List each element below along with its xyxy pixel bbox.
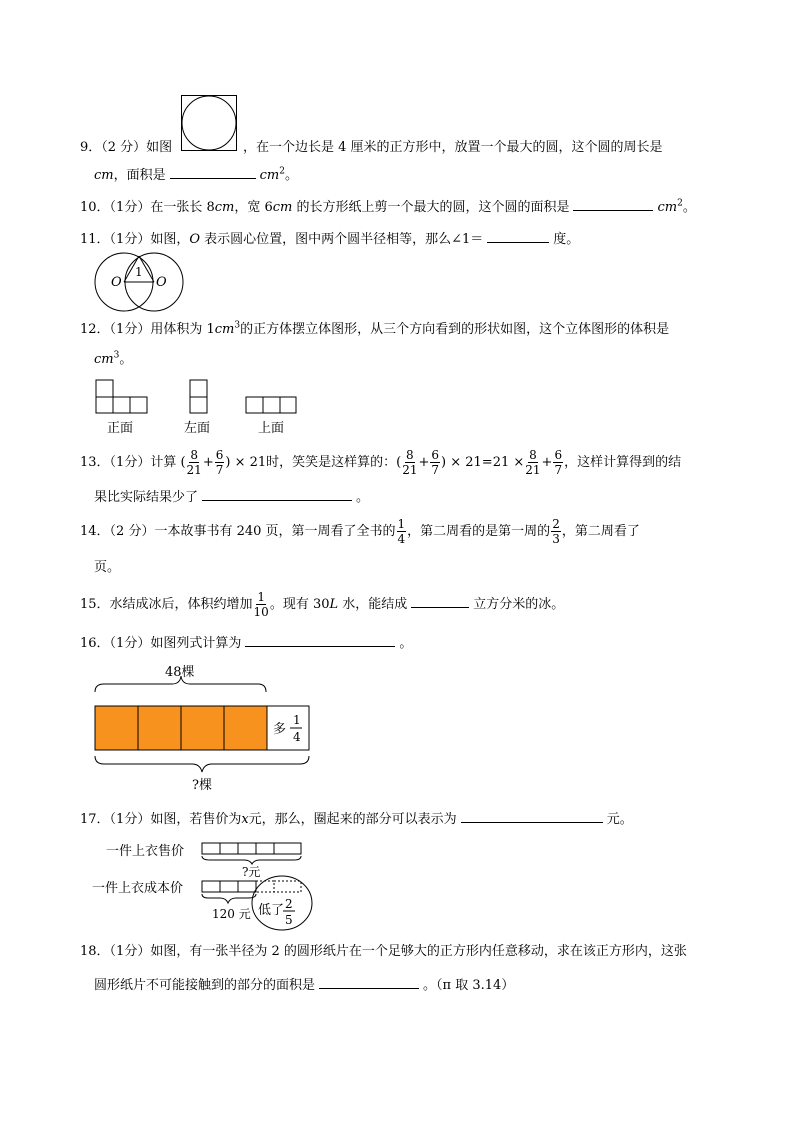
q16-text: 16．（1分）如图列式计算为 xyxy=(80,636,242,651)
q13-fraction-6-7c: $\frac{6}{7}$ xyxy=(554,448,563,477)
q17-x: x xyxy=(241,812,249,827)
q16-bottom-label: ?棵 xyxy=(192,778,212,793)
q15-answer-blank[interactable] xyxy=(411,595,469,608)
q11-angle-label: 1 xyxy=(135,265,143,279)
q11-text: 11．（1分）如图， xyxy=(80,232,190,247)
q12-view-label-top: 上面 xyxy=(258,421,285,436)
q16-orange-cell-1 xyxy=(95,706,138,750)
q10-mid: ，宽 6 xyxy=(234,200,273,215)
q16-frac-num: 1 xyxy=(293,713,301,727)
q14-end: ，第二周看了 xyxy=(561,524,640,539)
q12-three-views-figure xyxy=(94,378,304,438)
q13-line2 xyxy=(94,488,369,506)
q13-mid2: ) × 21=21 × xyxy=(441,455,525,470)
q18-line2-text: 圆形纸片不可能接触到的部分的面积是 xyxy=(94,978,316,993)
q16-bottom-brace xyxy=(95,756,309,772)
q13-answer-blank[interactable] xyxy=(202,488,352,501)
q18-line2 xyxy=(94,976,514,994)
q11-left-o-label: O xyxy=(111,275,122,290)
q17-cost-brace xyxy=(202,894,256,903)
q9-unit-cm: cm xyxy=(94,168,114,183)
q14-line2 xyxy=(94,560,120,576)
q14-prefix: 14．（2 分）一本故事书有 240 页，第一周看了全书的 xyxy=(80,524,396,539)
q9-answer-blank[interactable] xyxy=(170,166,256,179)
q9-line1-text xyxy=(243,140,663,156)
q18-line1-text: 18．（1分）如图，有一张半径为 2 的圆形纸片在一个足够大的正方形内任意移动，求在该正方形内，这张 xyxy=(80,944,687,959)
q12-line2-unit: cm xyxy=(94,352,114,367)
q15-prefix: 15．水结成冰后，体积约增加 xyxy=(80,597,253,612)
q10-end: 。 xyxy=(682,200,696,215)
q11-text2: 表示圆心位置，图中两个圆半径相等，那么∠1＝ xyxy=(200,232,484,247)
q9-unit-cm2: cm xyxy=(259,168,280,183)
q13-line1: 13．（1分）计算 ( $\frac{8}{21}$ + $\frac{6}{7}$ ) × 21时，笑笑是这样算的：( $\frac{8}{21}$ + $\frac{6}{7}$ ) × 21=21 × $\frac{8}{21}$ + $\frac{6}{7}$ ，这样计算得到的结 xyxy=(80,448,682,477)
q15-line xyxy=(80,590,564,620)
q18-line1 xyxy=(80,944,687,960)
q9-end: 。 xyxy=(284,168,298,183)
q17-end: 元。 xyxy=(606,812,633,827)
q16-end: 。 xyxy=(399,636,413,651)
q14-mid: ，第二周看的是第一周的 xyxy=(407,524,551,539)
q10-unit2: cm xyxy=(272,200,293,215)
q12-text: 12．（1分）用体积为 1 xyxy=(80,322,215,337)
q13-mid3: ，这样计算得到的结 xyxy=(564,455,682,470)
q17-cost-label: 120 元 xyxy=(212,907,251,921)
q13-fraction-8-21b: $\frac{8}{21}$ xyxy=(402,448,418,477)
q11-two-circles-figure xyxy=(94,251,186,313)
q11-line xyxy=(80,230,579,248)
q17-sale-bar xyxy=(202,843,301,854)
q11-end: 度。 xyxy=(553,232,580,247)
q10-line: 10．（1分）在一张长 8cm，宽 6cm 的长方形纸上剪一个最大的圆，这个圆的面积是 $cm^2$。 xyxy=(80,198,696,215)
q13-fraction-6-7b: $\frac{6}{7}$ xyxy=(431,448,440,477)
q9-circle xyxy=(182,96,236,150)
q10-text2: 的长方形纸上剪一个最大的圆，这个圆的面积是 xyxy=(292,200,570,215)
q13-prefix: 13．（1分）计算 ( xyxy=(80,455,186,470)
q14-fraction-1-4: $\frac{1}{4}$ xyxy=(397,517,406,546)
q16-more-label: 多 xyxy=(273,722,287,737)
q17-row1-label: 一件上衣售价 xyxy=(106,844,185,859)
q15-end: 立方分米的冰。 xyxy=(473,597,565,612)
q12-line1: 12．（1分）用体积为 $1cm^3$的正方体摆立体图形，从三个方向看到的形状如图，这个立体图形的体积是 xyxy=(80,320,670,337)
q13-fraction-8-21: $\frac{8}{21}$ xyxy=(186,448,202,477)
q11-answer-blank[interactable] xyxy=(487,230,549,243)
q16-line xyxy=(80,634,412,652)
q9-text: ，在一个边长是 4 厘米的正方形中，放置一个最大的圆，这个圆的周长是 xyxy=(243,140,663,155)
q12-front-view xyxy=(96,380,147,413)
q16-bar-figure xyxy=(92,662,314,796)
q17-sale-brace xyxy=(202,856,301,864)
q18-answer-blank[interactable] xyxy=(319,976,419,989)
q13-mid1: ) × 21时，笑笑是这样算的：( xyxy=(225,455,402,470)
q9-line2: cm，面积是 $cm^2$。 xyxy=(94,166,298,183)
q15-unit: L xyxy=(329,597,339,612)
q17-row2-label: 一件上衣成本价 xyxy=(92,881,184,896)
q12-text2: 的正方体摆立体图形，从三个方向看到的形状如图，这个立体图形的体积是 xyxy=(240,322,670,337)
q16-top-brace xyxy=(95,676,266,692)
q13-end: 。 xyxy=(356,490,370,505)
q16-frac-den: 4 xyxy=(293,730,301,744)
q9-square-circle-figure xyxy=(181,95,239,153)
q10-answer-blank[interactable] xyxy=(573,198,653,211)
q17-frac-num: 2 xyxy=(285,897,293,911)
q16-orange-cell-4 xyxy=(224,706,267,750)
q17-cost-bar xyxy=(202,881,301,892)
q17-text: 17．（1分）如图，若售价为 xyxy=(80,812,242,827)
q15-mid: 。现有 30 xyxy=(269,597,330,612)
q12-left-view xyxy=(190,380,207,413)
q14-line2-text: 页。 xyxy=(94,560,121,575)
q12-line2-end: 。 xyxy=(119,352,133,367)
q12-view-label-front: 正面 xyxy=(107,421,134,436)
q16-orange-cell-3 xyxy=(181,706,224,750)
q10-text: 10．（1分）在一张长 8 xyxy=(80,200,215,215)
q11-right-o-label: O xyxy=(156,275,167,290)
q13-fraction-6-7: $\frac{6}{7}$ xyxy=(215,448,224,477)
q17-less-label: 低了 xyxy=(258,903,285,918)
q17-text2: 元，那么，圈起来的部分可以表示为 xyxy=(248,812,457,827)
q16-answer-blank[interactable] xyxy=(245,634,395,647)
q12-top-view xyxy=(246,397,296,413)
q14-line1 xyxy=(80,517,640,547)
q10-unit1: cm xyxy=(214,200,235,215)
q12-view-label-left: 左面 xyxy=(184,421,211,436)
q17-answer-blank[interactable] xyxy=(461,810,603,823)
q10-unit3: cm xyxy=(657,200,678,215)
q9-line1 xyxy=(80,140,172,156)
q12-unit: cm xyxy=(214,322,235,337)
q17-question-label: ?元 xyxy=(242,865,261,879)
q17-line xyxy=(80,810,633,828)
q16-top-label: 48棵 xyxy=(165,665,195,680)
q15-fraction-1-10: $\frac{1}{10}$ xyxy=(253,590,269,619)
q11-o: O xyxy=(189,232,200,247)
q9-prefix: 9．（2 分）如图 xyxy=(80,140,173,155)
q9-mid: ，面积是 xyxy=(113,168,166,183)
q17-price-figure xyxy=(92,836,322,932)
q16-orange-cell-2 xyxy=(138,706,181,750)
q12-line2: $cm^3$。 xyxy=(94,350,133,367)
q13-line2-text: 果比实际结果少了 xyxy=(94,490,199,505)
q13-fraction-8-21c: $\frac{8}{21}$ xyxy=(525,448,541,477)
q15-mid2: 水，能结成 xyxy=(338,597,408,612)
q14-fraction-2-3: $\frac{2}{3}$ xyxy=(552,517,560,546)
q18-end: 。（π 取 3.14） xyxy=(423,978,515,993)
q17-frac-den: 5 xyxy=(285,913,293,927)
